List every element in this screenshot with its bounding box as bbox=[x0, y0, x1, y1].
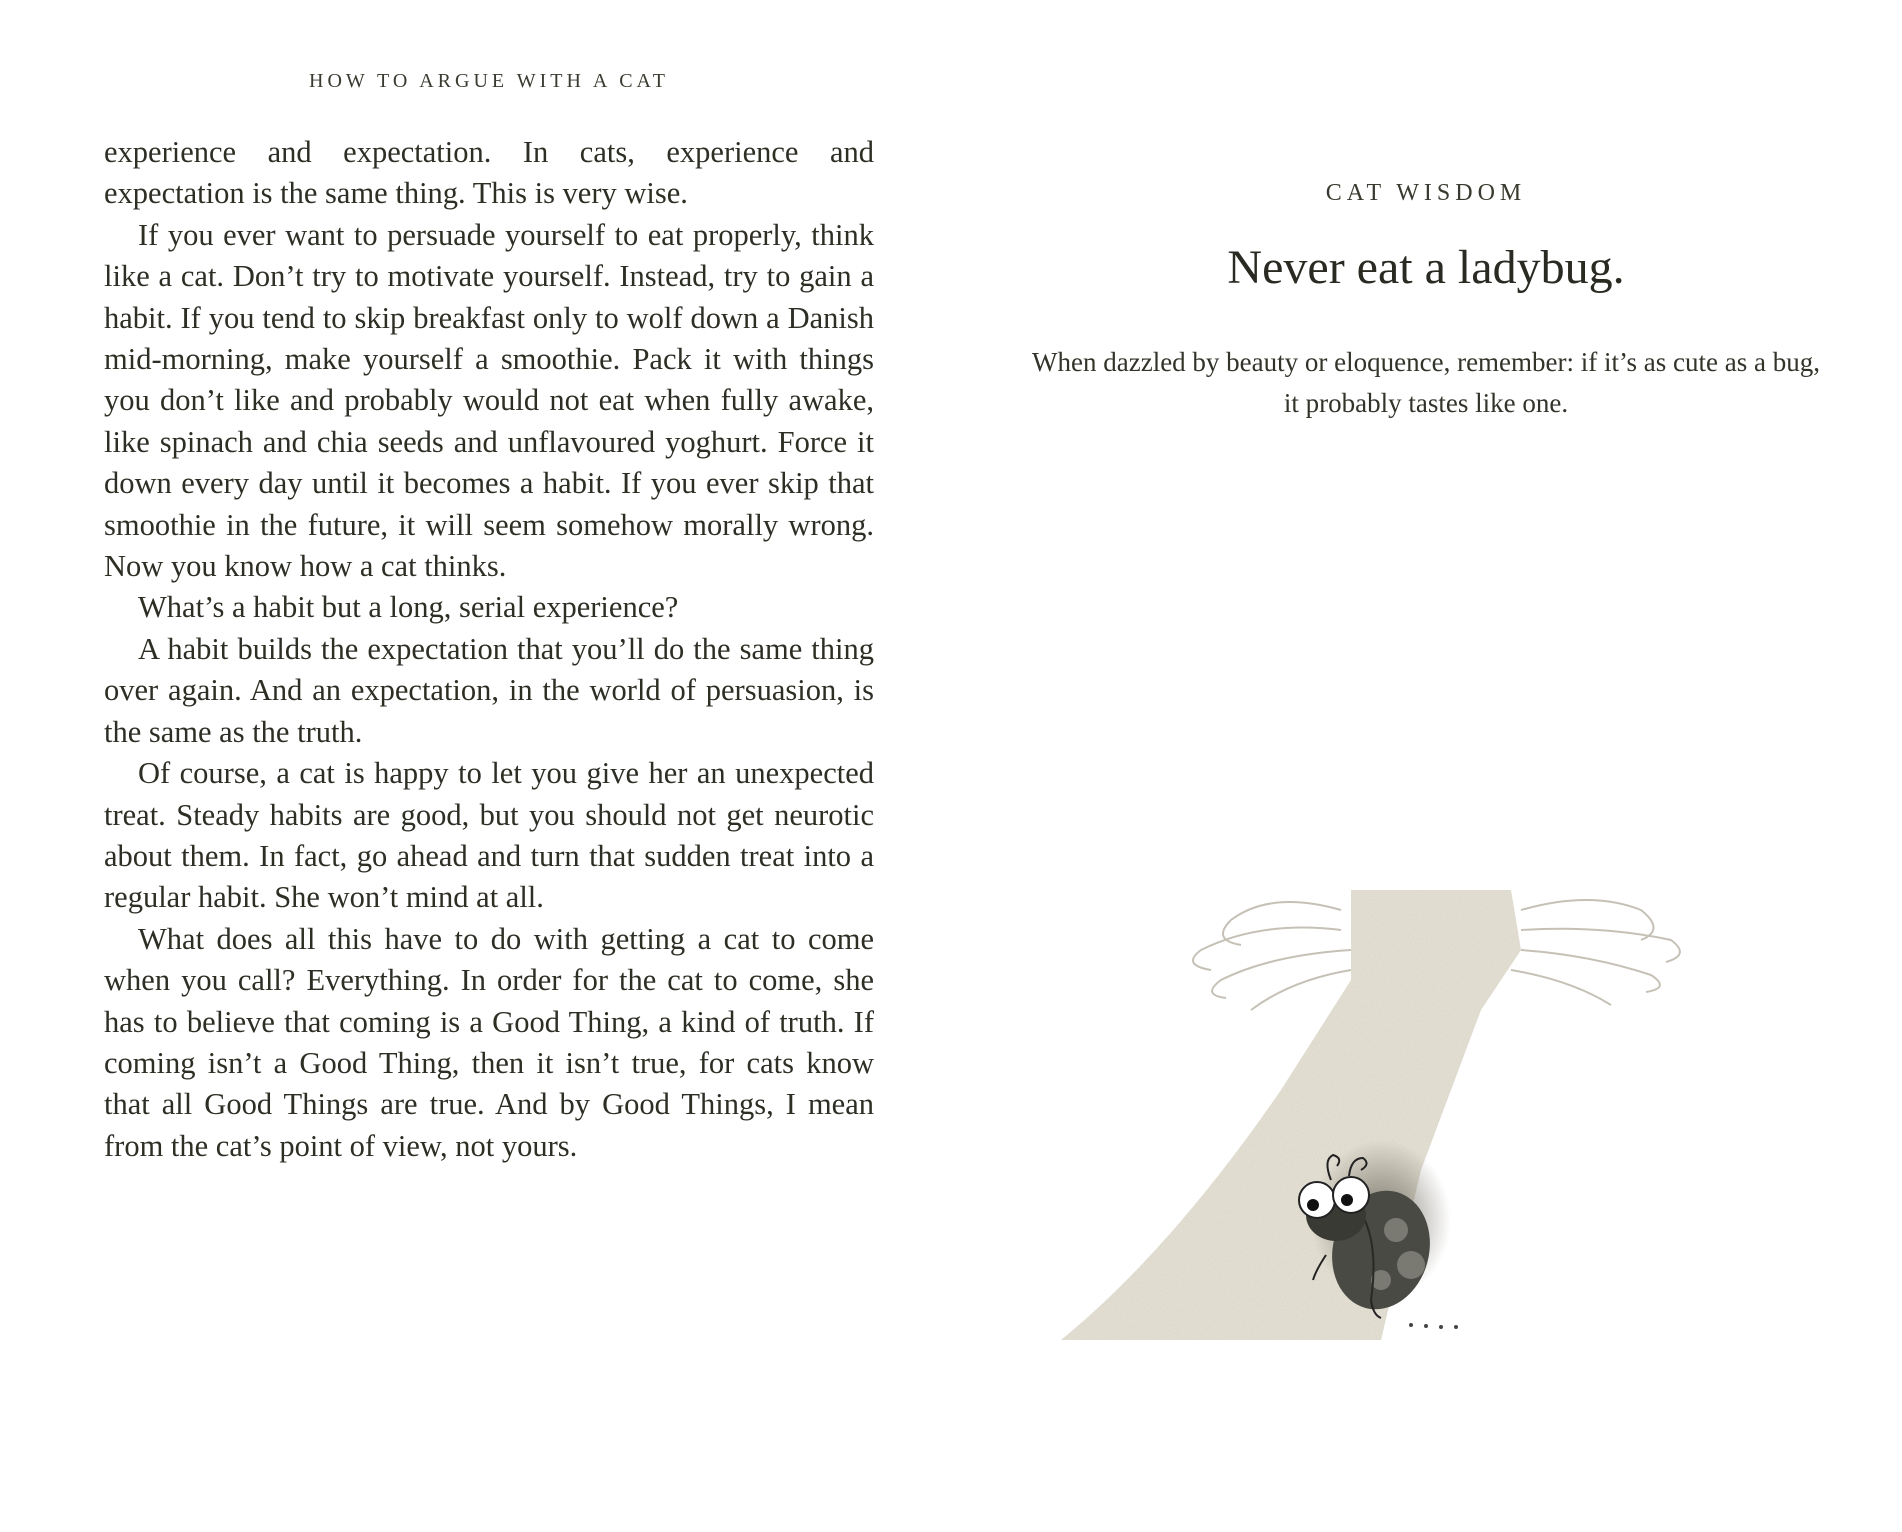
paragraph-1: experience and expectation. In cats, experience and expectation is the same thing. This is very wise. bbox=[104, 135, 874, 211]
right-eye bbox=[1333, 1177, 1369, 1213]
paragraph-3: What’s a habit but a long, serial experience? bbox=[138, 590, 679, 625]
paragraph-2: If you ever want to persuade yourself to eat properly, think like a cat. Don’t try to motivate yourself. Instead, try to gain a habit. If you tend to skip breakfast only to wolf down a Danish mid-morning, make yourself a smoothie. Pack it with things you don’t like and probably would not eat when fully awake, like spinach and chia seeds and unflavoured yoghurt. Force it down every day until it becomes a habit. If you ever skip that smoothie in the future, it will seem somehow morally wrong. Now you know how a cat thinks. bbox=[104, 217, 874, 584]
wisdom-text: When dazzled by beauty or eloquence, remember: if it’s as cute as a bug, it probably tastes like one. bbox=[1032, 347, 1820, 418]
running-head: HOW TO ARGUE WITH A CAT bbox=[309, 70, 669, 92]
paragraph-6: What does all this have to do with getting a cat to come when you call? Everything. In order for the cat to come, she has to believe that coming is a Good Thing, a kind of truth. If coming isn’t a Good Thing, then it isn’t true, for cats know that all Good Things are true. And by Good Things, I mean from the cat’s point of view, not yours. bbox=[104, 921, 874, 1163]
wisdom-title: Never eat a ladybug. bbox=[1227, 241, 1625, 294]
ladybug-illustration bbox=[1051, 870, 1871, 1370]
right-page bbox=[951, 0, 1902, 1532]
paragraph-5: Of course, a cat is happy to let you give her an unexpected treat. Steady habits are good, but you should not get neurotic about them. In fact, go ahead and turn that sudden treat into a regular habit. She won’t mind at all. bbox=[104, 756, 874, 915]
left-eye bbox=[1299, 1182, 1335, 1218]
section-label: CAT WISDOM bbox=[1325, 180, 1527, 206]
paragraph-4: A habit builds the expectation that you’ll do the same thing over again. And an expectation, in the world of persuasion, is the same as the truth. bbox=[104, 631, 874, 749]
body-text bbox=[104, 132, 874, 1167]
